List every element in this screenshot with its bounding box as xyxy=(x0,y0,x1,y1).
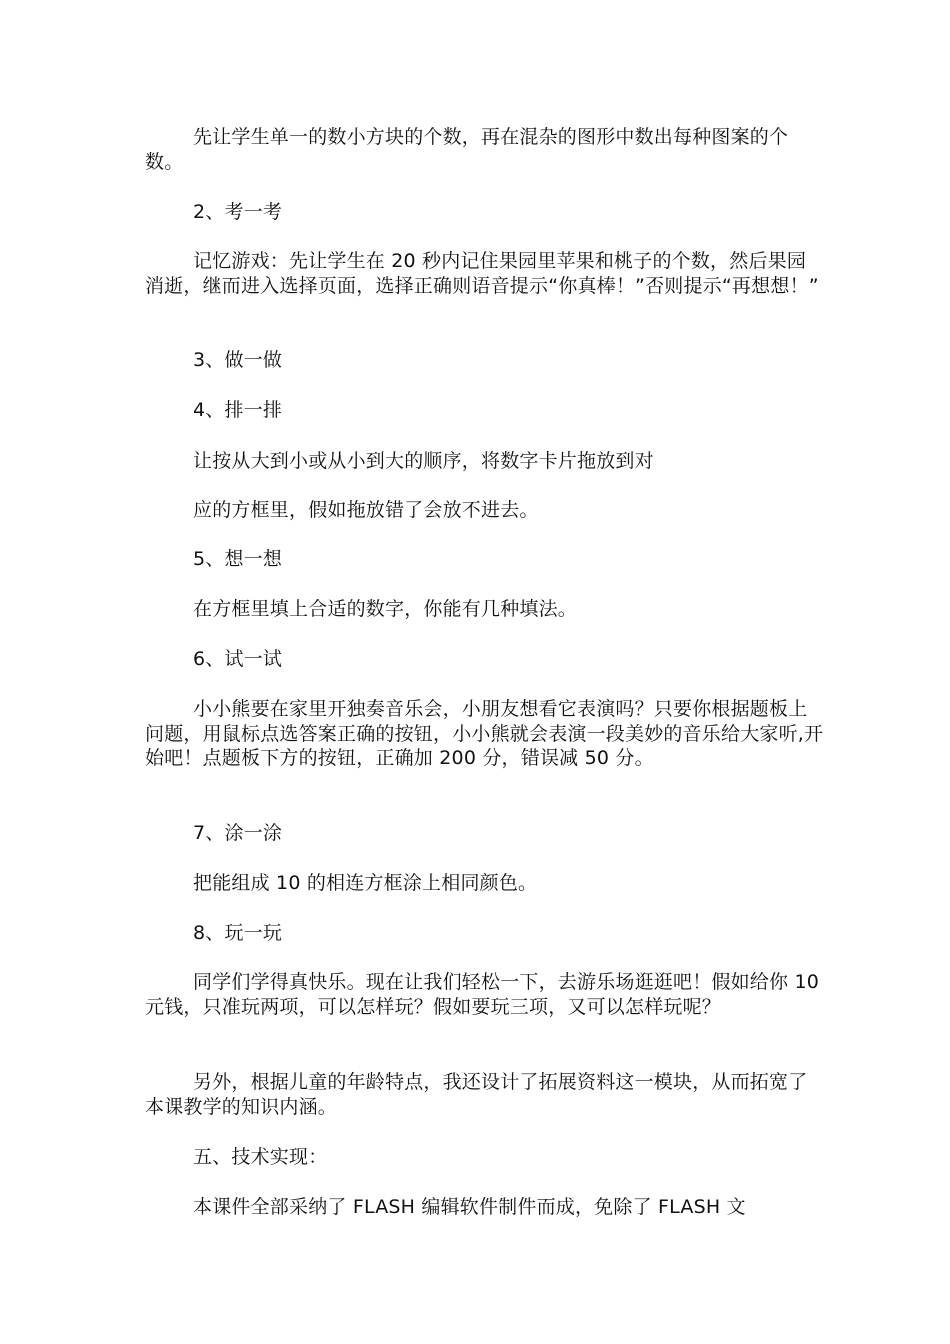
paragraph-fill-numbers: 在方框里填上合适的数字，你能有几种填法。 xyxy=(193,598,578,620)
heading-zuo-yi-zuo: 3、做一做 xyxy=(193,349,283,371)
paragraph-flash: 本课件全部采纳了 FLASH 编辑软件制件而成，免除了 FLASH 文 xyxy=(193,1196,746,1218)
paragraph-ordering-2: 应的方框里，假如拖放错了会放不进去。 xyxy=(193,499,539,521)
paragraph-bear-concert: 小小熊要在家里开独奏音乐会，小朋友想看它表演吗？只要你根据题板上问题，用鼠标点选答案正确的按钮，小小熊就会表演一段美妙的音乐给大家听,开始吧！点题板下方的按钮，正确加 200 分，错误减 50 分。 xyxy=(145,698,824,769)
paragraph-extension: 另外，根据儿童的年龄特点，我还设计了拓展资料这一模块，从而拓宽了本课教学的知识内涵。 xyxy=(145,1071,808,1118)
paragraph-amusement-park: 同学们学得真快乐。现在让我们轻松一下，去游乐场逛逛吧！假如给你 10 元钱，只准玩两项，可以怎样玩？假如要玩三项，又可以怎样玩呢？ xyxy=(145,971,820,1018)
heading-wan-yi-wan: 8、玩一玩 xyxy=(193,922,283,944)
heading-tu-yi-tu: 7、涂一涂 xyxy=(193,822,283,844)
heading-shi-yi-shi: 6、试一试 xyxy=(193,648,283,670)
heading-kao-yi-kao: 2、考一考 xyxy=(193,201,283,223)
paragraph-counting-intro: 先让学生单一的数小方块的个数，再在混杂的图形中数出每种图案的个数。 xyxy=(145,126,789,173)
heading-pai-yi-pai: 4、排一排 xyxy=(193,399,283,421)
paragraph-ordering-1: 让按从大到小或从小到大的顺序，将数字卡片拖放到对 xyxy=(193,450,654,472)
heading-xiang-yi-xiang: 5、想一想 xyxy=(193,548,283,570)
heading-technical-implementation: 五、技术实现： xyxy=(193,1146,328,1168)
paragraph-memory-game: 记忆游戏：先让学生在 20 秒内记住果园里苹果和桃子的个数，然后果园消逝，继而进入选择页面，选择正确则语音提示“你真棒！”否则提示“再想想！” xyxy=(145,250,819,297)
paragraph-coloring: 把能组成 10 的相连方框涂上相同颜色。 xyxy=(193,872,538,894)
